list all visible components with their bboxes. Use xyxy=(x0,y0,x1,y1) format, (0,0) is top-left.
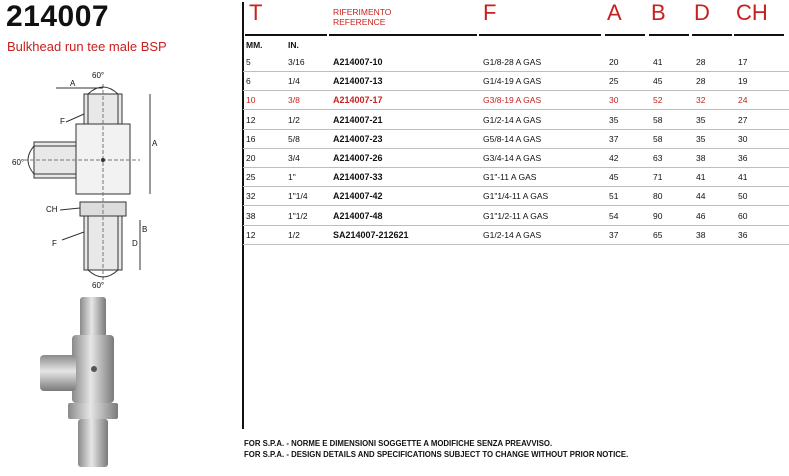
angle-side-label: 60° xyxy=(12,158,25,167)
cell-a: 35 xyxy=(609,114,619,125)
cell-in: 3/4 xyxy=(288,153,300,163)
cell-d: 46 xyxy=(696,210,706,221)
table-row xyxy=(243,206,789,226)
cell-d: 28 xyxy=(696,76,706,87)
header-b: B xyxy=(651,0,666,25)
header-rule-f xyxy=(479,34,601,36)
cell-f: G1"-11 A GAS xyxy=(483,172,537,183)
cell-ch: 36 xyxy=(738,229,748,240)
cell-ch: 27 xyxy=(738,114,748,125)
ch-label: CH xyxy=(46,205,58,214)
cell-ch: 60 xyxy=(738,210,748,221)
cell-ch: 36 xyxy=(738,153,748,163)
product-name: Bulkhead run tee male BSP xyxy=(7,39,167,54)
table-row xyxy=(243,110,789,130)
table-row xyxy=(243,186,789,206)
cell-mm: 32 xyxy=(246,191,256,202)
cell-in: 3/8 xyxy=(288,95,300,106)
cell-f: G3/8-19 A GAS xyxy=(483,95,542,106)
table-row xyxy=(243,90,789,110)
cell-a: 54 xyxy=(609,210,619,221)
cell-d: 35 xyxy=(696,114,706,125)
cell-mm: 38 xyxy=(246,210,256,221)
footer-line-en: FOR S.P.A. - DESIGN DETAILS AND SPECIFICATIONS SUBJECT TO CHANGE WITHOUT PRIOR NOTICE. xyxy=(244,450,629,459)
header-reference: RIFERIMENTO REFERENCE xyxy=(333,7,392,27)
cell-in: 5/8 xyxy=(288,133,300,144)
cell-ref: A214007-10 xyxy=(333,57,383,67)
cell-b: 58 xyxy=(653,114,663,125)
header-a: A xyxy=(607,0,622,25)
dim-b-label: B xyxy=(142,225,148,234)
header-rule-d xyxy=(692,34,732,36)
cell-a: 45 xyxy=(609,172,619,183)
product-code: 214007 xyxy=(6,0,110,33)
cell-f: G3/4-14 A GAS xyxy=(483,153,542,163)
cell-f: G1/2-14 A GAS xyxy=(483,229,542,240)
angle-top-label: 60° xyxy=(92,71,105,80)
cell-b: 52 xyxy=(653,95,663,106)
cell-mm: 20 xyxy=(246,153,256,163)
header-rule-ch xyxy=(734,34,784,36)
cell-ref: A214007-26 xyxy=(333,153,383,163)
cell-ch: 50 xyxy=(738,191,748,202)
cell-ref: A214007-48 xyxy=(333,210,383,221)
cell-a: 37 xyxy=(609,133,619,144)
header-rule-b xyxy=(649,34,689,36)
cell-ch: 19 xyxy=(738,76,748,87)
cell-d: 32 xyxy=(696,95,706,106)
cell-ref: A214007-33 xyxy=(333,172,383,183)
cell-ch: 41 xyxy=(738,172,748,183)
cell-a: 51 xyxy=(609,191,619,202)
cell-ch: 24 xyxy=(738,95,748,106)
cell-in: 1"1/2 xyxy=(288,210,308,221)
cell-a: 20 xyxy=(609,57,619,67)
table-row xyxy=(243,129,789,149)
header-rule-t xyxy=(245,34,327,36)
cell-ref: A214007-13 xyxy=(333,76,383,87)
cell-d: 38 xyxy=(696,153,706,163)
header-d: D xyxy=(694,0,710,25)
header-f: F xyxy=(483,0,497,25)
angle-bottom-label: 60° xyxy=(92,281,105,290)
cell-f: G1/4-19 A GAS xyxy=(483,76,542,87)
cell-a: 37 xyxy=(609,229,619,240)
header-t: T xyxy=(249,0,263,25)
cell-ref: A214007-17 xyxy=(333,95,383,106)
table-row xyxy=(243,225,789,245)
technical-drawing xyxy=(0,70,180,290)
cell-ref: A214007-42 xyxy=(333,191,383,202)
cell-f: G1/2-14 A GAS xyxy=(483,114,542,125)
cell-in: 3/16 xyxy=(288,57,305,67)
cell-ch: 17 xyxy=(738,57,748,67)
cell-d: 44 xyxy=(696,191,706,202)
dim-a-label: A xyxy=(70,79,76,88)
table-row xyxy=(243,71,789,91)
cell-a: 30 xyxy=(609,95,619,106)
footer-notice xyxy=(244,438,628,460)
cell-a: 25 xyxy=(609,76,619,87)
cell-b: 80 xyxy=(653,191,663,202)
cell-b: 65 xyxy=(653,229,663,240)
cell-f: G1"1/2-11 A GAS xyxy=(483,210,549,221)
cell-b: 90 xyxy=(653,210,663,221)
cell-mm: 6 xyxy=(246,76,251,87)
dim-d-label: D xyxy=(132,239,138,248)
cell-b: 45 xyxy=(653,76,663,87)
cell-d: 28 xyxy=(696,57,706,67)
cell-ref: SA214007-212621 xyxy=(333,229,409,240)
center-mark xyxy=(101,158,105,162)
cell-b: 63 xyxy=(653,153,663,163)
footer-line-it: FOR S.P.A. - NORME E DIMENSIONI SOGGETTE A MODIFICHE SENZA PREAVVISO. xyxy=(244,439,553,448)
cell-d: 35 xyxy=(696,133,706,144)
cell-b: 58 xyxy=(653,133,663,144)
cell-in: 1/4 xyxy=(288,76,300,87)
cell-mm: 5 xyxy=(246,57,251,67)
cell-f: G1"1/4-11 A GAS xyxy=(483,191,549,202)
f-top-label: F xyxy=(60,117,65,126)
cell-in: 1/2 xyxy=(288,114,300,125)
cell-b: 41 xyxy=(653,57,663,67)
table-row xyxy=(243,167,789,187)
cell-a: 42 xyxy=(609,153,619,163)
subheader-mm: MM. xyxy=(246,40,263,50)
cell-in: 1/2 xyxy=(288,229,300,240)
cell-mm: 25 xyxy=(246,172,256,183)
cell-ch: 30 xyxy=(738,133,748,144)
cell-mm: 12 xyxy=(246,114,256,125)
subheader-in: IN. xyxy=(288,40,299,50)
f-bottom-label: F xyxy=(52,239,57,248)
cell-ref: A214007-21 xyxy=(333,114,383,125)
cell-in: 1" xyxy=(288,172,296,183)
header-rule-a xyxy=(605,34,645,36)
cell-d: 41 xyxy=(696,172,706,183)
cell-mm: 10 xyxy=(246,95,256,106)
cell-ref: A214007-23 xyxy=(333,133,383,144)
dim-a-side-label: A xyxy=(152,139,158,148)
cell-d: 38 xyxy=(696,229,706,240)
product-photo xyxy=(10,295,140,470)
cell-in: 1"1/4 xyxy=(288,191,308,202)
cell-b: 71 xyxy=(653,172,663,183)
cell-mm: 16 xyxy=(246,133,256,144)
header-ch: CH xyxy=(736,0,768,25)
table-row xyxy=(243,148,789,168)
table-row xyxy=(243,52,789,72)
cell-f: G5/8-14 A GAS xyxy=(483,133,542,144)
cell-f: G1/8-28 A GAS xyxy=(483,57,542,67)
cell-mm: 12 xyxy=(246,229,256,240)
header-rule-ref xyxy=(329,34,477,36)
